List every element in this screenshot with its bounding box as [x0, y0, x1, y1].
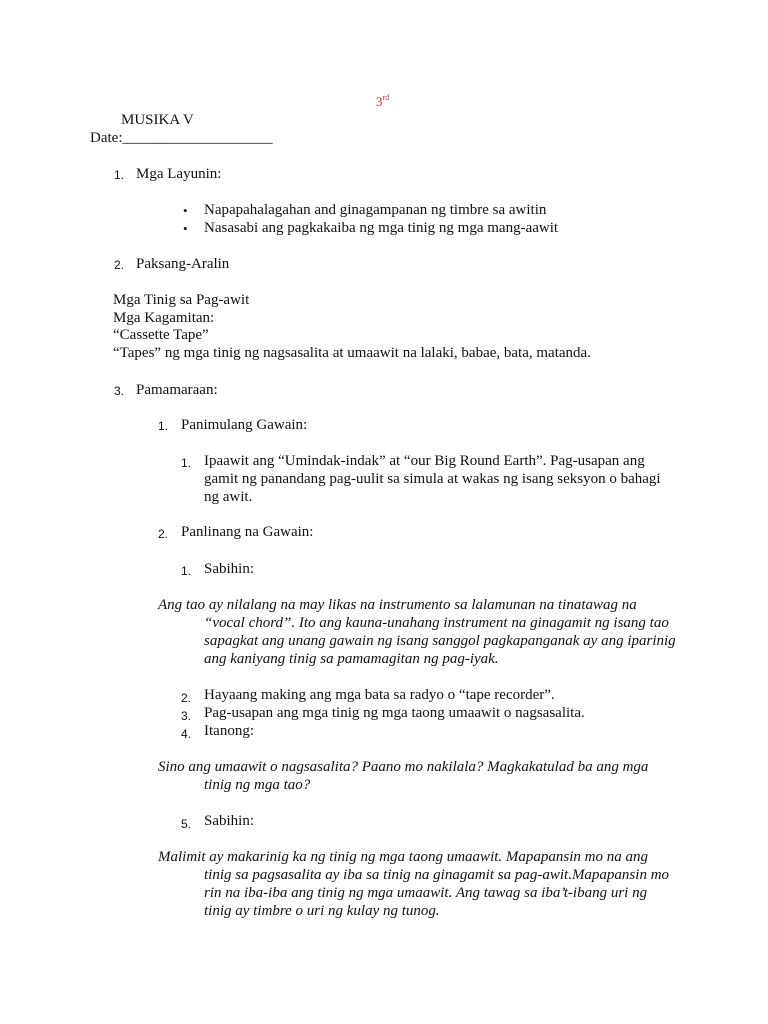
quote-text: sapagkat ang unang gawain ng isang sanggol pagkapanganak ay ang iparinig	[204, 633, 676, 649]
grade-number: 3	[376, 94, 383, 109]
quote-text: tinig ay timbre o uri ng kulay ng tunog.	[204, 903, 440, 919]
step-text: Itanong:	[204, 723, 254, 739]
material-item: “Cassette Tape”	[113, 327, 209, 343]
step-text: ng awit.	[204, 489, 253, 505]
step-number: 5.	[181, 817, 192, 831]
step-number: 1.	[181, 564, 192, 578]
question-text: Sino ang umaawit o nagsasalita? Paano mo nakilala? Magkakatulad ba ang mga	[158, 759, 649, 775]
step-text: Sabihin:	[204, 561, 255, 577]
step-text: gamit ng panandang pag-uulit sa simula at wakas ng isang seksyon o bahagi	[204, 471, 661, 487]
date-line: Date:____________________	[90, 130, 273, 146]
topic-line: Mga Tinig sa Pag-awit	[113, 292, 250, 308]
section-title: Paksang-Aralin	[136, 256, 230, 272]
subject-title: MUSIKA V	[121, 112, 194, 128]
materials-label: Mga Kagamitan:	[113, 310, 215, 326]
section-number: 3.	[114, 384, 125, 398]
section-title: Pamamaraan:	[136, 382, 218, 398]
step-text: Pag-usapan ang mga tinig ng mga taong umaawit o nagsasalita.	[204, 705, 585, 721]
section-number: 2.	[114, 258, 125, 272]
section-title: Mga Layunin:	[136, 166, 222, 182]
quote-text: ang kaniyang tinig sa pamamagitan ng pag-iyak.	[204, 651, 499, 667]
step-text: Hayaang making ang mga bata sa radyo o “tape recorder”.	[204, 687, 555, 703]
bullet-icon: •	[183, 203, 188, 218]
step-number: 4.	[181, 727, 192, 741]
question-text: tinig ng mga tao?	[204, 777, 311, 793]
quote-text: Ang tao ay nilalang na may likas na instrumento sa lalamunan na tinatawag na	[158, 597, 637, 613]
quote-text: rin na iba-iba ang tinig ng mga umaawit. Ang tawag sa iba’t-ibang uri ng	[204, 885, 648, 901]
objective-item: Napapahalagahan and ginagampanan ng timbre sa awitin	[204, 202, 547, 218]
grade-level	[376, 93, 389, 111]
grade-suffix: rd	[382, 93, 390, 102]
quote-text: Malimit ay makarinig ka ng tinig ng mga taong umaawit. Mapapansin mo na ang	[158, 849, 648, 865]
bullet-icon: •	[183, 221, 188, 236]
subsection-number: 1.	[158, 419, 169, 433]
step-number: 1.	[181, 456, 192, 470]
quote-text: tinig sa pagsasalita ay iba sa tinig na ginagamit sa pag-awit.Mapapansin mo	[204, 867, 670, 883]
section-number: 1.	[114, 168, 125, 182]
step-text: Ipaawit ang “Umindak-indak” at “our Big Round Earth”. Pag-usapan ang	[204, 453, 645, 469]
material-item: “Tapes” ng mga tinig ng nagsasalita at umaawit na lalaki, babae, bata, matanda.	[113, 345, 591, 361]
step-number: 3.	[181, 709, 192, 723]
subsection-number: 2.	[158, 527, 169, 541]
objective-item: Nasasabi ang pagkakaiba ng mga tinig ng mga mang-aawit	[204, 220, 559, 236]
step-number: 2.	[181, 691, 192, 705]
step-text: Sabihin:	[204, 813, 255, 829]
quote-text: “vocal chord”. Ito ang kauna-unahang instrument na ginagamit ng isang tao	[204, 615, 669, 631]
subsection-title: Panimulang Gawain:	[181, 417, 308, 433]
subsection-title: Panlinang na Gawain:	[181, 524, 314, 540]
